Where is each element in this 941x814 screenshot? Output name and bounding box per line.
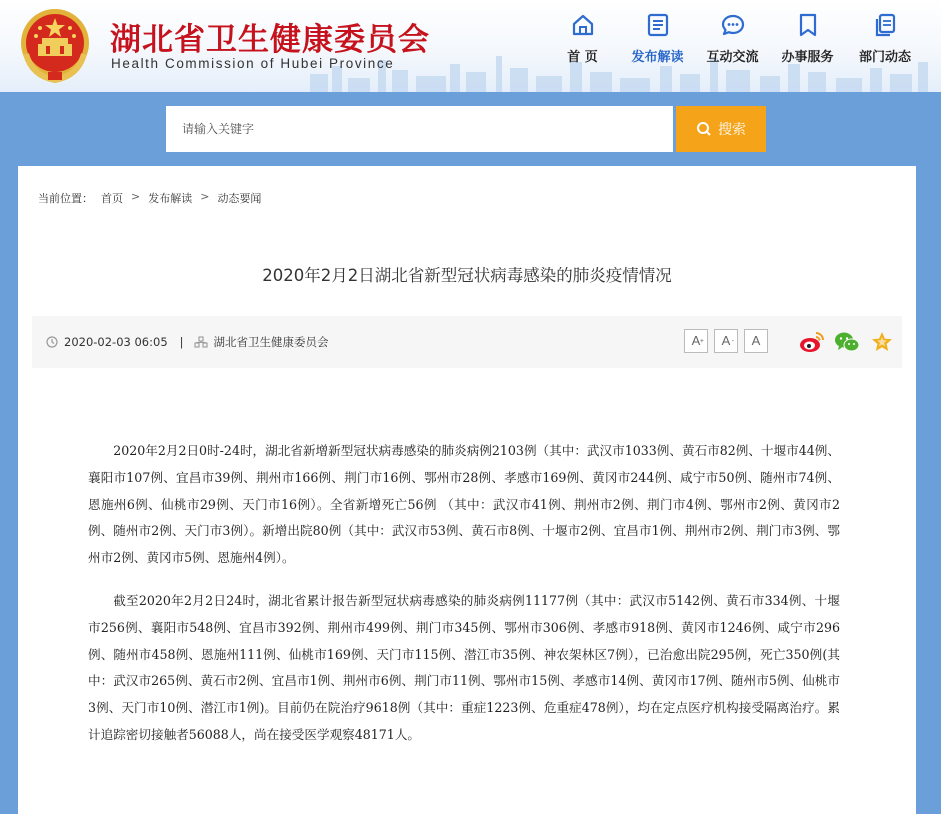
font-size-decrease-label: A [721, 333, 731, 348]
share-wechat-button[interactable] [833, 328, 861, 356]
article-meta [46, 334, 329, 350]
search-icon [696, 121, 712, 137]
bookmark-icon [795, 12, 821, 38]
article-paragraph: 2020年2月2日0时-24时，湖北省新增新型冠状病毒感染的肺炎病例2103例（其中：武汉市1033例、黄石市82例、十堰市44例、襄阳市107例、宜昌市39例、荆州市166例、荆门市16例、鄂州市28例、孝感市169例、黄冈市244例、咸宁市50例、随州市74例、恩施州6例、仙桃市29例、天门市16例）。全省新增死亡56例 （其中：武汉市41例、荆州市2例、荆门市4例、鄂州市2例、黄冈市2例、随州市2例、天门市3例）。新增出院80例（其中：武汉市53例、黄石市8例、十堰市2例、宜昌市1例、荆州市2例、荆门市3例、鄂州市2例、黄冈市5例、恩施州4例）。 [88, 443, 840, 566]
font-size-increase-mark: + [699, 338, 704, 345]
meta-divider: | [179, 335, 184, 349]
main-nav [545, 12, 925, 65]
document-icon [645, 12, 671, 38]
wechat-icon [834, 330, 860, 354]
nav-label-interaction: 互动交流 [706, 50, 759, 65]
article-panel [18, 166, 916, 814]
chat-icon [720, 12, 746, 38]
nav-item-releases[interactable] [620, 12, 695, 65]
search-button[interactable] [676, 106, 766, 152]
search-input[interactable] [166, 106, 673, 152]
share-weibo-button[interactable] [798, 328, 826, 356]
nav-label-department-news: 部门动态 [858, 50, 911, 65]
nav-item-services[interactable] [770, 12, 845, 65]
nav-item-home[interactable] [545, 12, 620, 65]
article-title: 2020年2月2日湖北省新型冠状病毒感染的肺炎疫情情况 [262, 266, 672, 285]
site-subtitle: Health Commission of Hubei Province [111, 56, 395, 71]
breadcrumb-separator: > [200, 190, 210, 203]
breadcrumb-link-news[interactable]: 动态要闻 [217, 192, 262, 205]
font-size-decrease-button[interactable] [714, 329, 738, 353]
font-size-reset-label: A [751, 333, 761, 348]
breadcrumb-link-home[interactable]: 首页 [101, 192, 123, 205]
nav-label-releases: 发布解读 [631, 50, 684, 65]
font-size-controls [684, 329, 768, 353]
copy-icon [872, 12, 898, 38]
breadcrumb-prefix: 当前位置： [38, 192, 93, 205]
font-size-reset-button[interactable] [744, 329, 768, 353]
site-title: 湖北省卫生健康委员会 [110, 22, 430, 58]
national-emblem-logo [18, 6, 92, 84]
source-icon [194, 336, 208, 348]
weibo-icon [799, 330, 825, 354]
breadcrumb-separator: > [131, 190, 141, 203]
search-button-label: 搜索 [718, 122, 746, 138]
article-meta-bar [32, 316, 902, 368]
favorite-button[interactable] [868, 328, 896, 356]
clock-icon [46, 336, 58, 348]
home-icon [570, 12, 596, 38]
font-size-decrease-mark: - [731, 338, 734, 345]
font-size-increase-label: A [691, 333, 701, 348]
nav-item-department-news[interactable] [845, 12, 925, 65]
nav-item-interaction[interactable] [695, 12, 770, 65]
nav-label-services: 办事服务 [781, 50, 834, 65]
search-band [0, 92, 941, 168]
article-source: 湖北省卫生健康委员会 [213, 335, 329, 349]
article-paragraph: 截至2020年2月2日24时，湖北省累计报告新型冠状病毒感染的肺炎病例11177例（其中：武汉市5142例、黄石市334例、十堰市256例、襄阳市548例、宜昌市392例、荆州市499例、荆门市345例、鄂州市306例、孝感市918例、黄冈市1246例、咸宁市296例、随州市458例、恩施州111例、仙桃市169例、天门市115例、潜江市35例、神农架林区7例），已治愈出院295例，死亡350例(其中：武汉市265例、黄石市2例、宜昌市1例、荆州市6例、荆门市11例、鄂州市15例、孝感市14例、黄冈市17例、随州市5例、仙桃市3例、天门市10例、潜江市1例)。目前仍在院治疗9618例（其中：重症1223例、危重症478例），均在定点医疗机构接受隔离治疗。累计追踪密切接触者56088人，尚在接受医学观察48171人。 [88, 592, 840, 742]
publish-date: 2020-02-03 06:05 [64, 335, 168, 349]
breadcrumb-link-releases[interactable]: 发布解读 [148, 192, 193, 205]
nav-label-home: 首 页 [567, 50, 598, 65]
font-size-increase-button[interactable] [684, 329, 708, 353]
star-icon [870, 330, 894, 354]
site-header [0, 0, 941, 92]
article-content [88, 438, 840, 765]
breadcrumb [38, 190, 261, 206]
